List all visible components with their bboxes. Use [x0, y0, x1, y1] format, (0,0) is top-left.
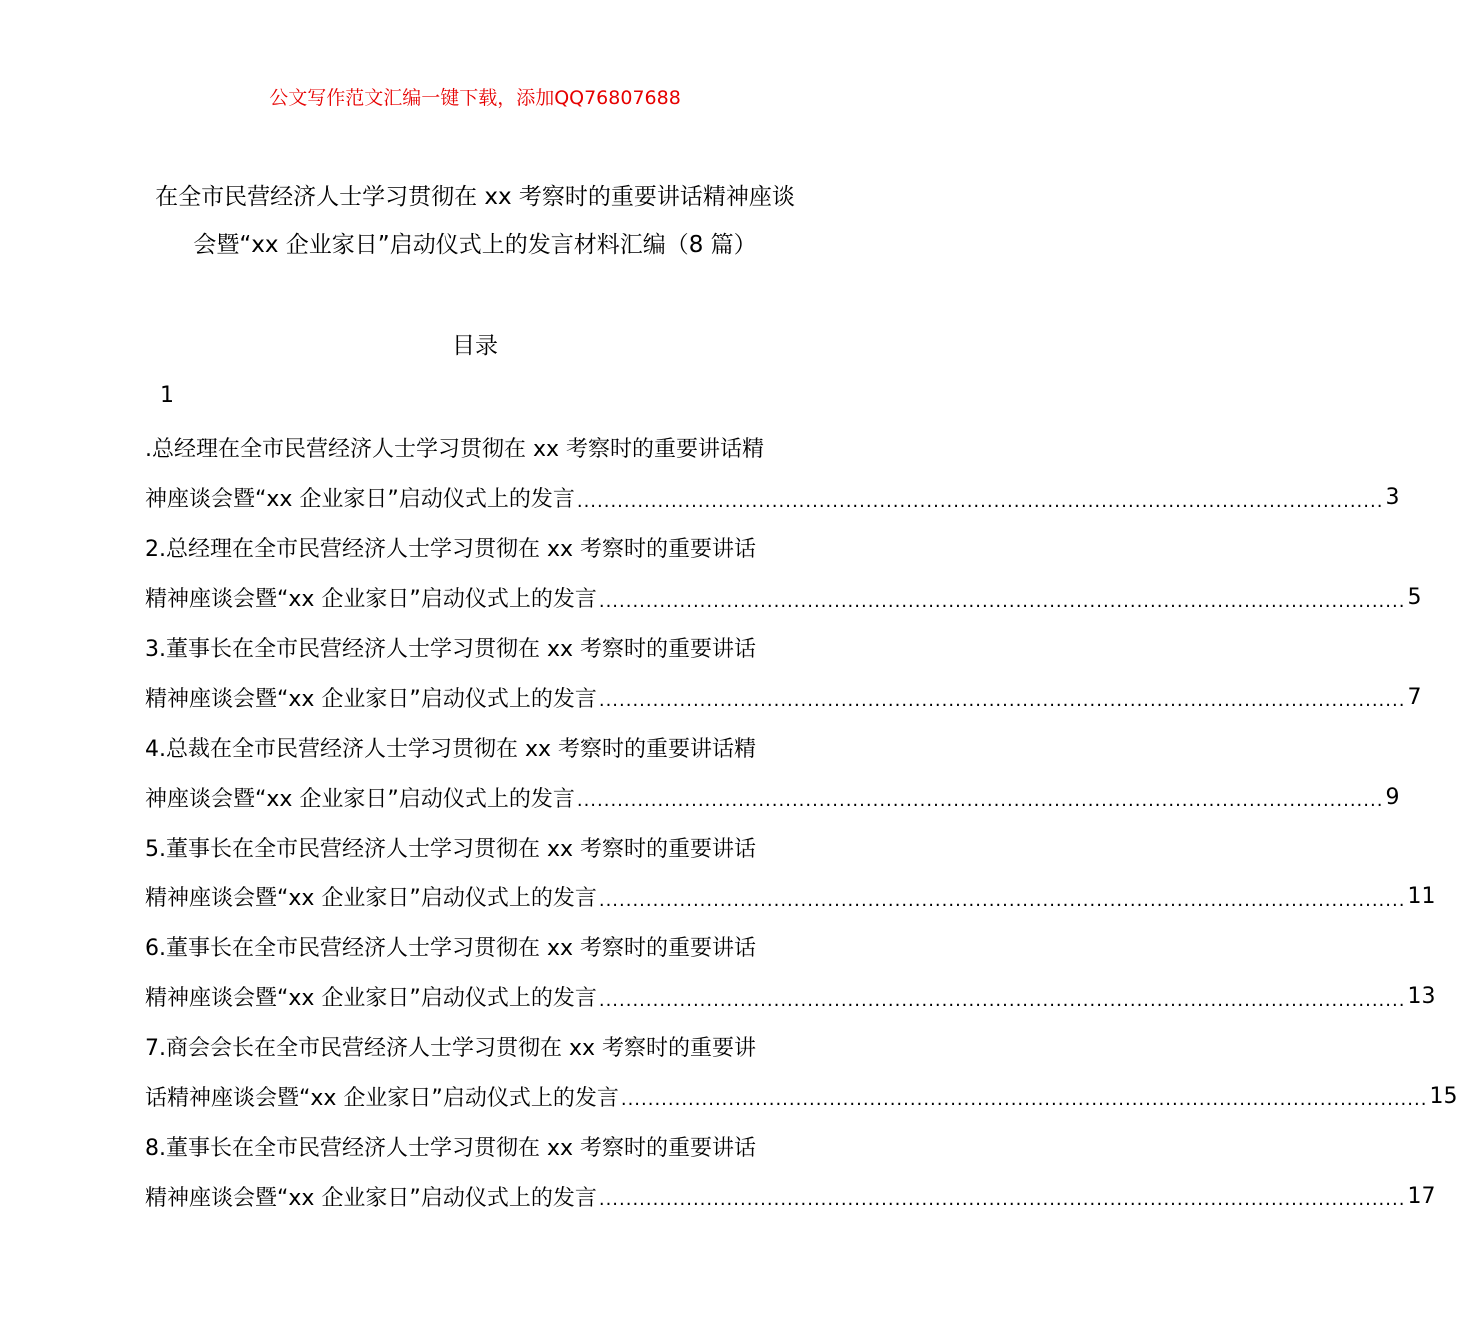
toc-page-number: 15 [1429, 1084, 1457, 1110]
toc-entry-text: 神座谈会暨“xx 企业家日”启动仪式上的发言 [145, 487, 575, 513]
toc-entry-line-1: 4.总裁在全市民营经济人士学习贯彻在 xx 考察时的重要讲话精 [145, 736, 757, 762]
toc-leader-dots: ........................................................................................................................ [598, 590, 1406, 612]
toc-leader-dots: ........................................................................................................................ [598, 989, 1406, 1011]
title-line-1: 在全市民营经济人士学习贯彻在 xx 考察时的重要讲话精神座谈 [155, 184, 795, 210]
toc-entry-text: 话精神座谈会暨“xx 企业家日”启动仪式上的发言 [145, 1086, 619, 1112]
toc-entry-text: 精神座谈会暨“xx 企业家日”启动仪式上的发言 [145, 1185, 597, 1211]
toc-leader-dots: ........................................................................................................................ [598, 690, 1406, 712]
toc-entry-text: 精神座谈会暨“xx 企业家日”启动仪式上的发言 [145, 886, 597, 912]
title-line-2: 会暨“xx 企业家日”启动仪式上的发言材料汇编（8 篇） [193, 232, 757, 258]
toc-entry-line-2 [145, 872, 1436, 922]
toc-entry-line-2 [145, 972, 1436, 1022]
toc-entry-line-1: 2.总经理在全市民营经济人士学习贯彻在 xx 考察时的重要讲话 [145, 537, 757, 563]
toc-entry-line-1: 3.董事长在全市民营经济人士学习贯彻在 xx 考察时的重要讲话 [145, 637, 757, 662]
toc-first-number: 1 [160, 383, 174, 408]
toc-entry[interactable] [145, 423, 1400, 523]
toc-entry[interactable] [145, 1121, 1436, 1221]
toc-entry-line-2 [145, 473, 1400, 523]
toc-entry-text: 精神座谈会暨“xx 企业家日”启动仪式上的发言 [145, 986, 597, 1012]
toc-entry[interactable] [145, 722, 1400, 822]
toc-entry-line-2 [145, 672, 1422, 722]
toc-page-number: 9 [1385, 784, 1400, 810]
toc-entry[interactable] [145, 822, 1436, 922]
download-banner: 公文写作范文汇编一键下载，添加QQ76807688 [269, 87, 681, 109]
toc-entry[interactable] [145, 1022, 1457, 1122]
toc-entry-line-2 [145, 772, 1400, 822]
toc-leader-dots: ........................................................................................................................ [576, 490, 1384, 512]
toc-leader-dots: ........................................................................................................................ [598, 889, 1406, 911]
toc-entry-text: 精神座谈会暨“xx 企业家日”启动仪式上的发言 [145, 587, 597, 613]
toc-entry-text: 精神座谈会暨“xx 企业家日”启动仪式上的发言 [145, 686, 597, 712]
toc-entry-line-2 [145, 1171, 1436, 1221]
toc-entry-line-1: 6.董事长在全市民营经济人士学习贯彻在 xx 考察时的重要讲话 [145, 936, 757, 962]
toc-heading: 目录 [452, 333, 498, 359]
document-title [60, 173, 890, 269]
toc-entry-line-2 [145, 573, 1422, 623]
toc-page-number: 3 [1385, 485, 1400, 511]
toc-leader-dots: ........................................................................................................................ [620, 1089, 1428, 1111]
toc-entry-line-1: .总经理在全市民营经济人士学习贯彻在 xx 考察时的重要讲话精 [145, 437, 765, 463]
toc-page-number: 7 [1407, 684, 1422, 710]
toc-entry[interactable] [145, 523, 1422, 623]
toc-entry-line-2 [145, 1072, 1457, 1122]
toc-leader-dots: ........................................................................................................................ [598, 1189, 1406, 1211]
toc-entry[interactable] [145, 623, 1422, 723]
toc-entry[interactable] [145, 922, 1436, 1022]
toc-entry-line-1: 5.董事长在全市民营经济人士学习贯彻在 xx 考察时的重要讲话 [145, 836, 757, 862]
toc-page-number: 17 [1407, 1183, 1436, 1209]
toc-entry-line-1: 8.董事长在全市民营经济人士学习贯彻在 xx 考察时的重要讲话 [145, 1135, 757, 1161]
table-of-contents [145, 423, 1457, 1221]
toc-page-number: 13 [1407, 984, 1436, 1010]
toc-page-number: 5 [1407, 585, 1422, 611]
toc-entry-line-1: 7.商会会长在全市民营经济人士学习贯彻在 xx 考察时的重要讲 [145, 1036, 757, 1062]
toc-leader-dots: ........................................................................................................................ [576, 790, 1384, 812]
toc-page-number: 11 [1407, 884, 1436, 910]
toc-entry-text: 神座谈会暨“xx 企业家日”启动仪式上的发言 [145, 786, 575, 812]
